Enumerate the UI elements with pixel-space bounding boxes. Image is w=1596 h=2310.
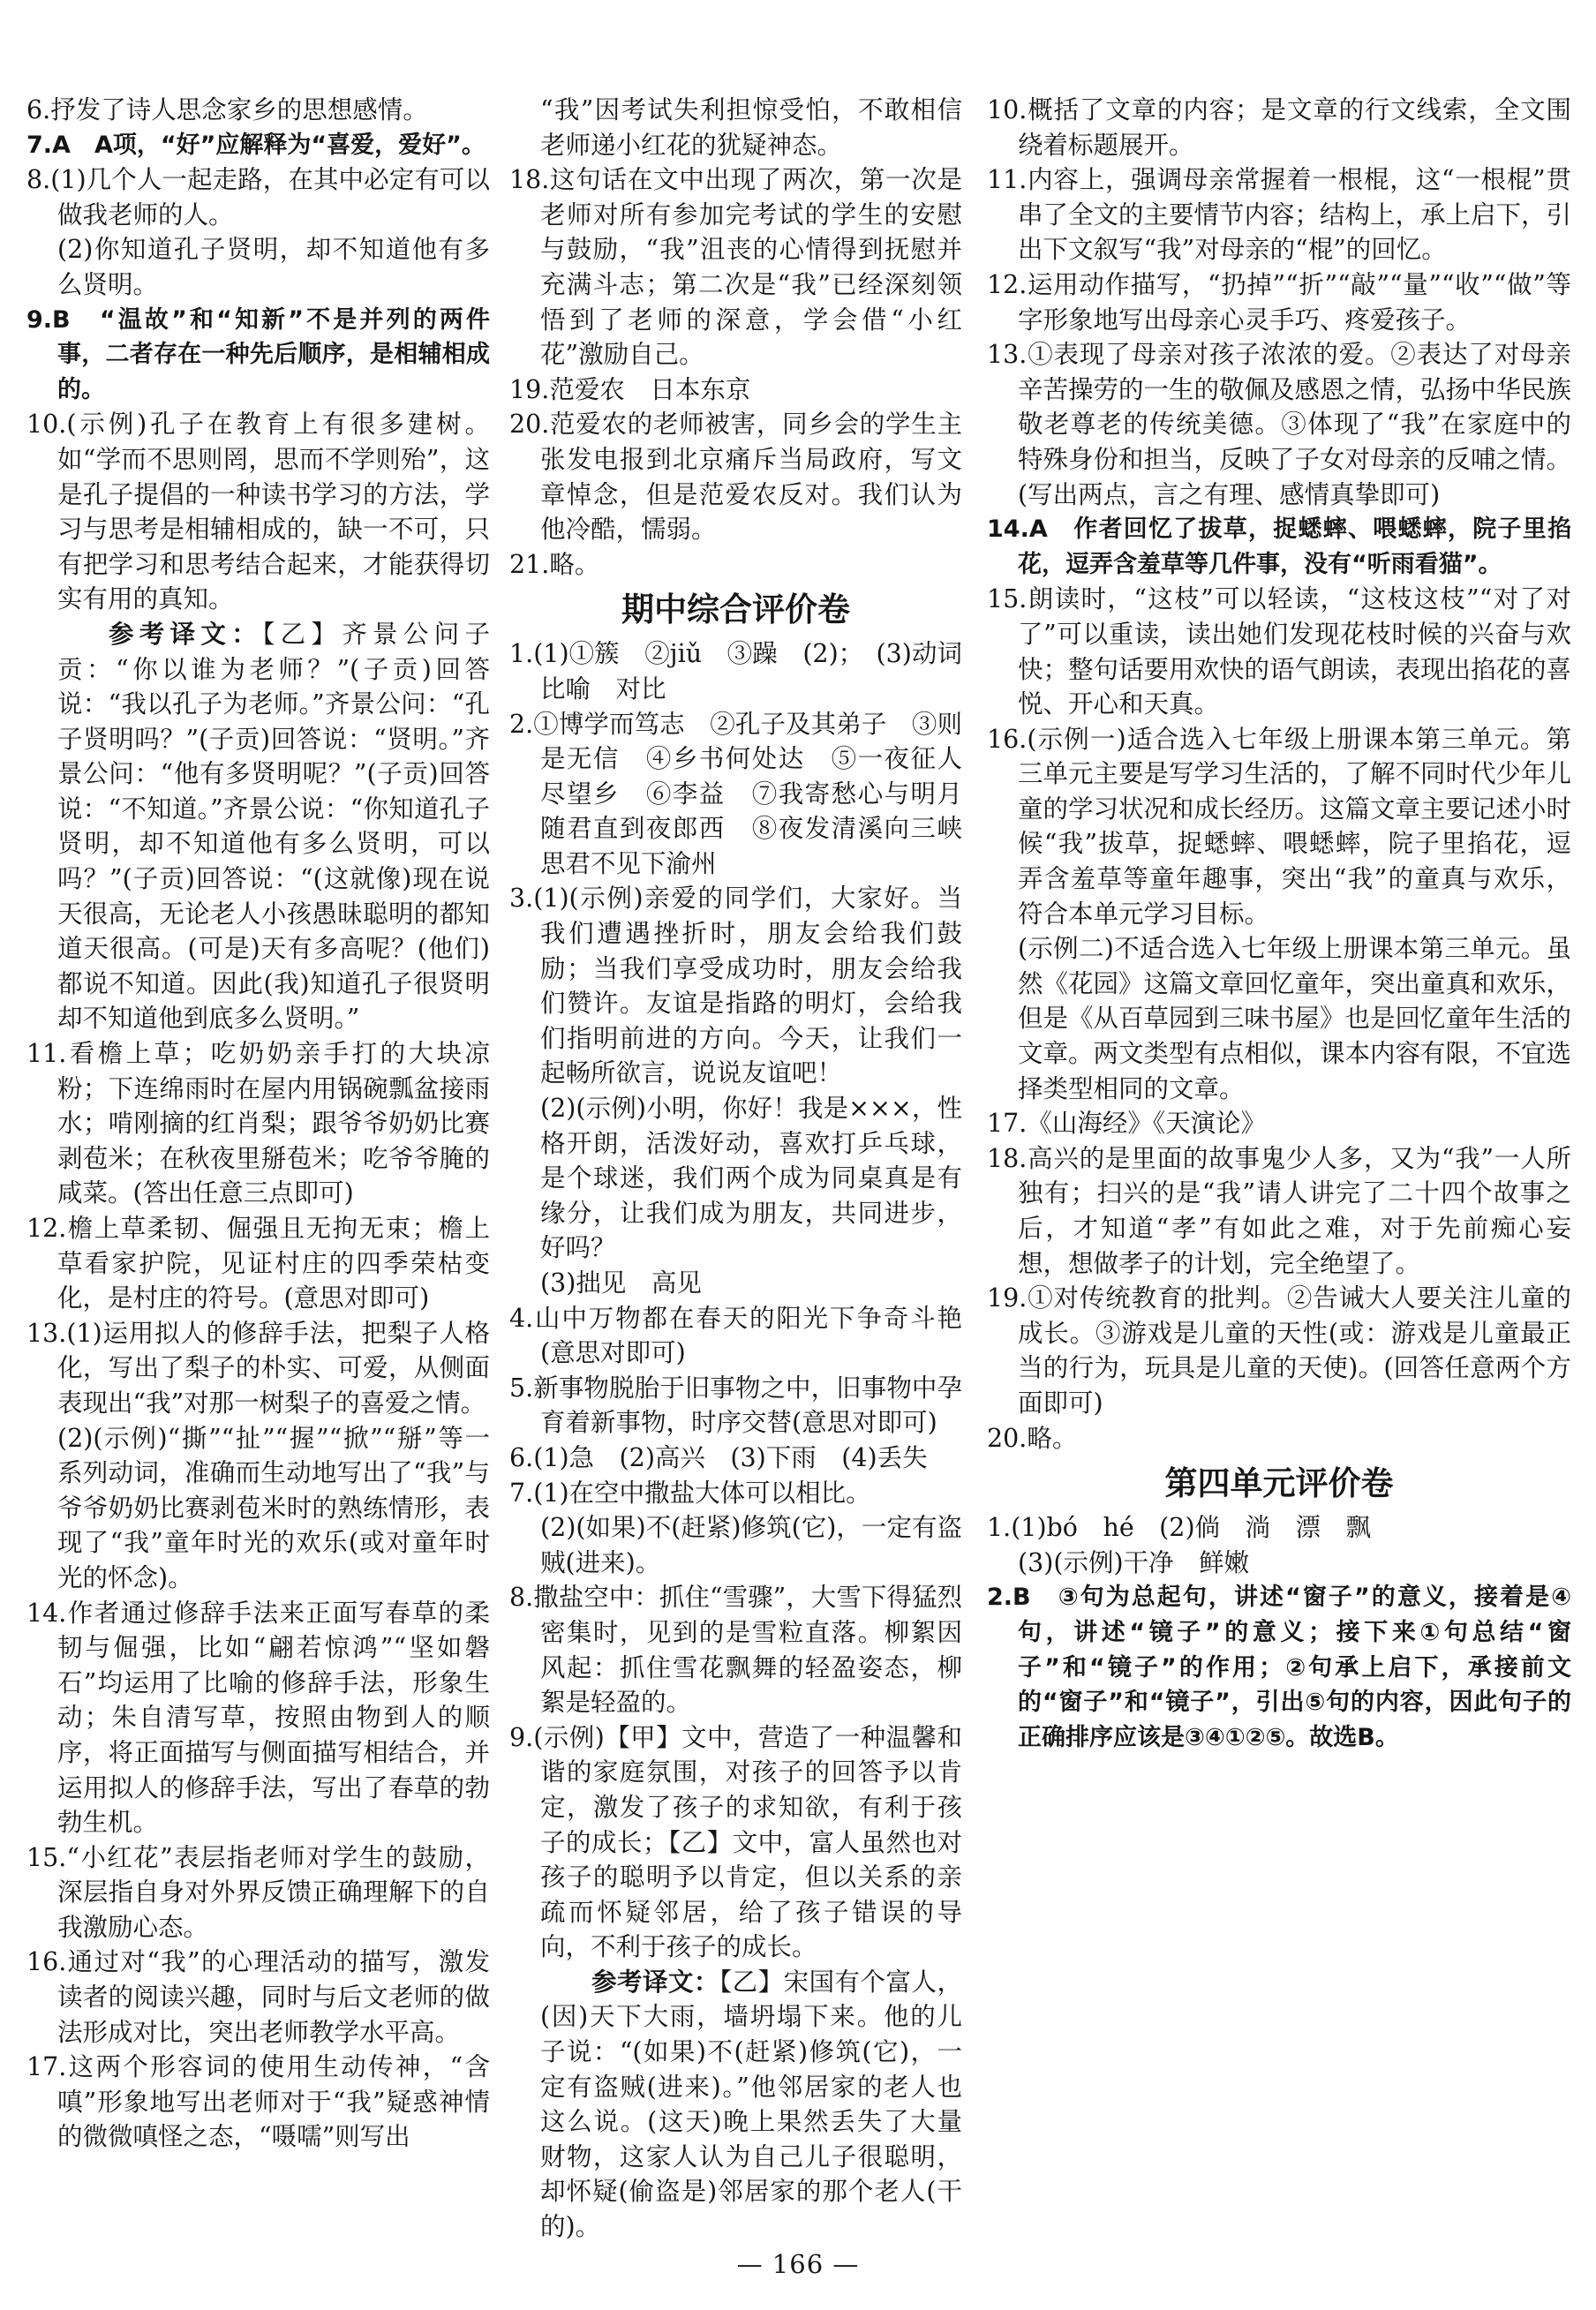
answer-item: 19.范爱农 日本东京 bbox=[509, 374, 751, 404]
translation-text: 【乙】宋国有个富人，(因)天下大雨，墙坍塌下来。他的儿子说：“(如果)不(赶紧)修筑(它)，一定有盗贼(进来)。”他邻居家的老人也这么说。(这天)晚上果然丢失了大量财物，这家人认为自己儿子很聪明，却怀疑(偷盗是)邻居家的那个老人(干的)。 bbox=[540, 1967, 962, 2242]
answer-item: 12.檐上草柔韧、倔强且无拘无束；檐上草看家护院，见证村庄的四季荣枯变化，是村庄的符号。(意思对即可) bbox=[26, 1214, 490, 1313]
answer-item: 20.范爱农的老师被害，同乡会的学生主张发电报到北京痛斥当局政府，写文章悼念，但是范爱农反对。我们认为他冷酷，懦弱。 bbox=[509, 410, 962, 545]
answer-item: 2.B ③句为总起句，讲述“窗子”的意义，接着是④句，讲述“镜子”的意义；接下来①句总结“窗子”和“镜子”的作用；②句承上启下，承接前文的“窗子”和“镜子”，引出⑤句的内容，因此句子的正确排序应该是③④①②⑤。故选B。 bbox=[987, 1584, 1571, 1751]
answer-item: 2.①博学而笃志 ②孔子及其弟子 ③则是无信 ④乡书何处达 ⑤一夜征人尽望乡 ⑥李益 ⑦我寄愁心与明月 随君直到夜郎西 ⑧夜发清溪向三峡 思君不见下渝州 bbox=[509, 709, 988, 878]
section-title: 期中综合评价卷 bbox=[621, 591, 850, 629]
answer-item: 9.(示例)【甲】文中，营造了一种温馨和谐的家庭氛围，对孩子的回答予以肯定，激发了孩子的求知欲，有利于孩子的成长；【乙】文中，富人虽然也对孩子的聪明予以肯定，但以关系的亲疏而怀疑邻居，给了孩子错误的导向，不利于孩子的成长。 bbox=[509, 1722, 962, 1962]
answer-continuation: (2)(如果)不(赶紧)修筑(它)，一定有盗贼(进来)。 bbox=[540, 1513, 962, 1577]
answer-item: 10.概括了文章的内容；是文章的行文线索，全文围绕着标题展开。 bbox=[987, 95, 1571, 160]
translation-label: 参考译文： bbox=[109, 619, 263, 649]
answer-item: 14.A 作者回忆了拔草，捉蟋蟀、喂蟋蟀，院子里掐花，逗弄含羞草等几件事，没有“听雨看猫”。 bbox=[987, 515, 1571, 578]
answer-continuation: (3)拙见 高见 bbox=[540, 1268, 702, 1298]
answer-item: 15.朗读时，“这枝”可以轻读，“这枝这枝”“对了对了”可以重读，读出她们发现花枝时候的兴奋与欢快；整句话要用欢快的语气朗读，表现出掐花的喜悦、开心和天真。 bbox=[987, 584, 1572, 719]
answer-item: 7.A A项，“好”应解释为“喜爱，爱好”。 bbox=[26, 131, 486, 159]
answer-item: 4.山中万物都在春天的阳光下争奇斗艳(意思对即可) bbox=[509, 1303, 962, 1368]
answer-continuation: (3)(示例)干净 鲜嫩 bbox=[1018, 1547, 1250, 1577]
answer-item: 6.(1)急 (2)高兴 (3)下雨 (4)丢失 bbox=[509, 1442, 928, 1472]
answer-item: 13.①表现了母亲对孩子浓浓的爱。②表达了对母亲辛苦操劳的一生的敬佩及感恩之情，弘扬中华民族敬老尊老的传统美德。③体现了“我”在家庭中的特殊身份和担当，反映了子女对母亲的反哺之情。(写出两点，言之有理、感情真挚即可) bbox=[987, 340, 1572, 509]
answer-continuation: (2)你知道孔子贤明，却不知道他有多么贤明。 bbox=[57, 235, 490, 299]
answer-item: 8.(1)几个人一起走路，在其中必定有可以做我老师的人。 bbox=[26, 165, 490, 229]
translation-text: 【乙】齐景公问子贡：“你以谁为老师？”(子贡)回答说：“我以孔子为老师。”齐景公问：“孔子贤明吗？”(子贡)回答说：“贤明。”齐景公问：“他有多贤明呢？”(子贡)回答说：“不知道。”齐景公说：“你知道孔子贤明，却不知道他有多么贤明，可以吗？”(子贡)回答说：“(这就像)现在说天很高，无论老人小孩愚昧聪明的都知道天很高。(可是)天有多高呢？(他们)都说不知道。因此(我)知道孔子很贤明却不知道他到底多么贤明。” bbox=[57, 619, 490, 1034]
answer-item: 1.(1)①簇 ②jiǔ ③躁 (2)； (3)动词 比喻 对比 bbox=[509, 639, 988, 704]
answer-item: 17.这两个形容词的使用生动传神，“含嗔”形象地写出老师对于“我”疑惑神情的微微嗔怪之态，“嗫嚅”则写出 bbox=[26, 2052, 490, 2152]
answer-item: 11.内容上，强调母亲常握着一根棍，这“一根棍”贯串了全文的主要情节内容；结构上，承上启下，引出下文叙写“我”对母亲的“棍”的回忆。 bbox=[987, 165, 1572, 265]
answer-item: 15.“小红花”表层指老师对学生的鼓励，深层指自身对外界反馈正确理解下的自我激励心态。 bbox=[26, 1842, 490, 1942]
reference-translation bbox=[26, 617, 490, 1036]
answer-continuation: (示例二)不适合选入七年级上册课本第三单元。虽然《花园》这篇文章回忆童年，突出童真和欢乐，但是《从百草园到三味书屋》也是回忆童年生活的文章。两文类型有点相似，课本内容有限，不宜选择类型相同的文章。 bbox=[1018, 934, 1572, 1103]
answer-item: 3.(1)(示例)亲爱的同学们，大家好。当我们遭遇挫折时，朋友会给我们鼓励；当我们享受成功时，朋友会给我们赞许。友谊是指路的明灯，会给我们指明前进的方向。今天，让我们一起畅所欲言，说说友谊吧！ bbox=[509, 884, 962, 1088]
answer-item: 19.①对传统教育的批判。②告诫大人要关注儿童的成长。③游戏是儿童的天性(或：游戏是儿童最正当的行为，玩具是儿童的天使)。(回答任意两个方面即可) bbox=[987, 1283, 1571, 1418]
answer-item: 18.这句话在文中出现了两次，第一次是老师对所有参加完考试的学生的安慰与鼓励，“我”沮丧的心情得到抚慰并充满斗志；第二次是“我”已经深刻领悟到了老师的深意，学会借“小红花”激励自己。 bbox=[509, 165, 962, 370]
translation-label: 参考译文： bbox=[591, 1967, 719, 1997]
answer-item: 9.B “温故”和“知新”不是并列的两件事，二者存在一种先后顺序，是相辅相成的。 bbox=[26, 305, 490, 403]
answer-continuation: (2)(示例)“撕”“扯”“握”“掀”“掰”等一系列动词，准确而生动地写出了“我”与爷爷奶奶比赛剥苞米时的熟练情形，表现了“我”童年时光的欢乐(或对童年时光的怀念)。 bbox=[57, 1423, 490, 1592]
answer-item: 16.通过对“我”的心理活动的描写，激发读者的阅读兴趣，同时与后文老师的做法形成对比，突出老师教学水平高。 bbox=[26, 1947, 490, 2047]
reference-translation bbox=[509, 1965, 962, 2245]
answer-item: 18.高兴的是里面的故事鬼少人多，又为“我”一人所独有；扫兴的是“我”请人讲完了二十四个故事之后，才知道“孝”有如此之难，对于先前痴心妄想，想做孝子的计划，完全绝望了。 bbox=[987, 1143, 1571, 1278]
answer-item: 11.看檐上草；吃奶奶亲手打的大块凉粉；下连绵雨时在屋内用锅碗瓢盆接雨水；啃刚摘的红肖梨；跟爷爷奶奶比赛剥苞米；在秋夜里掰苞米；吃爷爷腌的咸菜。(答出任意三点即可) bbox=[26, 1039, 490, 1208]
answer-item: 20.略。 bbox=[987, 1423, 1078, 1453]
answer-item: 1.(1)bó hé (2)倘 淌 漂 飘 bbox=[987, 1513, 1372, 1543]
column-left bbox=[26, 93, 490, 2155]
column-middle bbox=[509, 93, 988, 2245]
answer-item: 16.(示例一)适合选入七年级上册课本第三单元。第三单元主要是写学习生活的，了解不同时代少年儿童的学习状况和成长经历。这篇文章主要记述小时候“我”拔草，捉蟋蟀、喂蟋蟀，院子里掐花，逗弄含羞草等童年趣事，突出“我”的童真与欢乐，符合本单元学习目标。 bbox=[987, 724, 1572, 929]
answer-item: 14.作者通过修辞手法来正面写春草的柔韧与倔强，比如“翩若惊鸿”“坚如磐石”均运用了比喻的修辞手法，形象生动；朱自清写草，按照由物到人的顺序，将正面描写与侧面描写相结合，并运用拟人的修辞手法，写出了春草的勃勃生机。 bbox=[26, 1598, 490, 1838]
answer-continuation: (2)(示例)小明，你好！我是×××，性格开朗，活泼好动，喜欢打乒乓球，是个球迷，我们两个成为同桌真是有缘分，让我们成为朋友，共同进步，好吗？ bbox=[540, 1094, 962, 1263]
answer-item: 7.(1)在空中撒盐大体可以相比。 bbox=[509, 1478, 871, 1508]
section-title: 第四单元评价卷 bbox=[1164, 1464, 1394, 1503]
answer-item: 21.略。 bbox=[509, 549, 600, 579]
answer-continuation: “我”因考试失利担惊受怕，不敢相信老师递小红花的犹疑神态。 bbox=[540, 95, 962, 160]
answer-item: 12.运用动作描写，“扔掉”“折”“敲”“量”“收”“做”等字形象地写出母亲心灵手巧、疼爱孩子。 bbox=[987, 269, 1571, 335]
page-number: — 166 — bbox=[736, 2249, 860, 2279]
answer-item: 10.(示例)孔子在教育上有很多建树。如“学而不思则罔，思而不学则殆”，这是孔子提倡的一种读书学习的方法，学习与思考是相辅相成的，缺一不可，只有把学习和思考结合起来，才能获得切实有用的真知。 bbox=[26, 410, 490, 614]
answer-item: 13.(1)运用拟人的修辞手法，把梨子人格化，写出了梨子的朴实、可爱，从侧面表现出“我”对那一树梨子的喜爱之情。 bbox=[26, 1318, 490, 1418]
answer-item: 17.《山海经》《天演论》 bbox=[987, 1109, 1267, 1139]
answer-item: 8.撒盐空中：抓住“雪骤”，大雪下得猛烈密集时，见到的是雪粒直落。柳絮因风起：抓住雪花飘舞的轻盈姿态，柳絮是轻盈的。 bbox=[509, 1583, 962, 1718]
column-right bbox=[987, 93, 1571, 1755]
answer-item: 5.新事物脱胎于旧事物之中，旧事物中孕育着新事物，时序交替(意思对即可) bbox=[509, 1373, 962, 1438]
answer-item: 6.抒发了诗人思念家乡的思想感情。 bbox=[26, 95, 428, 124]
